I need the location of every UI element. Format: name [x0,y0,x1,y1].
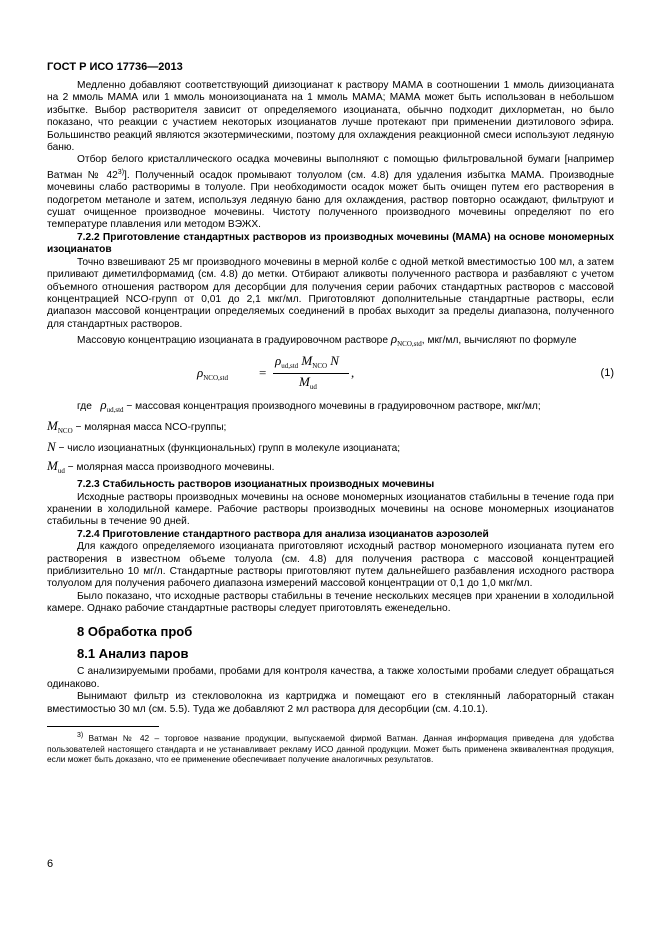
definition-rho: где $\rho_{ud,std}$ − массовая концентрация производного мочевины в градуировочном растворе, мкг/мл; [77,396,541,414]
paragraph: С анализируемыми пробами, пробами для контроля качества, а также холостыми пробами следует обращаться одинаково. [47,666,614,690]
footnote-divider [47,726,159,727]
paragraph-text: ]. Полученный осадок промывают толуолом (см. 4.8) для удаления избытка МАМА. Производные мочевины слабо растворимы в толуоле. При необходимости осадок может быть очищен путем его растворения в подогретом метаноле и затем, используя ледяную баню для охлаждения, раствор повторно осаждают, фильтруют и сушат очищенное производное мочевины. Чистоту полученного производного мочевины определяют по его температуре плавления или методом ВЭЖХ. [47,169,614,231]
rho-symbol: ρ [390,331,398,347]
formula-denominator: $M_{ud}$ [299,373,317,391]
section-heading-8: 8 Обработка проб [77,623,193,639]
paragraph: Вынимают фильтр из стекловолокна из картриджа и помещают его в стеклянный лабораторный стакан вместимостью 30 мл (см. 5.5). Туда же добавляют 2 мл раствора для десорбции (см. 4.10.1). [47,691,614,715]
section-heading-7-2-3: 7.2.3 Стабильность растворов изоцианатных производных мочевины [77,479,435,491]
formula-numerator: $\rho_{ud,std}$ $M_{NCO}$ N [275,352,339,370]
section-heading-7-2-2: 7.2.2 Приготовление стандартных растворов из производных мочевины (МАМА) на основе мономерных изоцианатов [47,231,614,256]
paragraph-text: Отбор белого кристаллического осадка мочевины выполняют с помощью фильтровальной бумаги [например Ватман № 42 [47,154,614,181]
formula-number: (1) [600,366,614,379]
fraction-bar [273,373,349,374]
formula-equals: = [259,364,267,380]
definition-m-nco: $M_{NCO}$ − молярная масса NCO-группы; [47,417,227,435]
paragraph [47,154,614,231]
page-number: 6 [47,858,54,870]
formula-1 [47,352,614,397]
definition-n: N − число изоцианатных (функциональных) групп в молекуле изоцианата; [47,439,401,455]
subscript: NCO,std [397,340,422,349]
section-heading-8-1: 8.1 Анализ паров [77,646,189,662]
paragraph-text: , мкг/мл, вычисляют по формуле [421,335,577,347]
footnote: $^{3)}$ Ватман № 42 – торговое название продукции, выпускаемой фирмой Ватман. Данная информация приведена для удобства пользователей настоящего стандарта и не устанавливает рекламу ИСО данной продукции. Может быть применена эквивалентная продукция, если может быть доказано, что ее применение обеспечивает получение аналогичных результатов. [47,732,614,765]
document-body [47,80,614,765]
formula-comma: , [351,364,355,380]
paragraph-text: Массовую концентрацию изоцианата в градуировочном растворе [77,335,388,347]
paragraph [47,333,614,350]
paragraph: Исходные растворы производных мочевины на основе мономерных изоцианатов стабильны в течение года при хранении в холодильной камере. Рабочие растворы производных мочевины на основе мономерных изоцианатов стабильны в течение 90 дней. [47,491,614,528]
footnote-ref: 3) [117,168,125,176]
paragraph: Было показано, что исходные растворы стабильны в течение нескольких месяцев при хранении в холодильной камере. Однако рабочие стандартные растворы следует приготовлять еженедельно. [47,590,614,615]
document-header: ГОСТ Р ИСО 17736—2013 [47,61,183,73]
definition-m-ud: $M_{ud}$ − молярная масса производного мочевины. [47,457,275,475]
formula-lhs: $\rho_{NCO,std}$ [197,364,228,382]
section-heading-7-2-4: 7.2.4 Приготовление стандартного раствора для анализа изоцианатов аэрозолей [77,528,489,540]
paragraph: Для каждого определяемого изоцианата приготовляют исходный раствор мономерного изоцианата путем его растворения в известном объеме толуола (см. 4.8) для получения раствора с массовой концентрацией приблизительно 10 мг/л. Стандартные растворы приготовляют путем дальнейшего разбавления исходного раствора толуолом для получения рабочего диапазона измерений массовой концентрации от 0,1 до 1,0 мкг/мл. [47,541,614,590]
paragraph: Точно взвешивают 25 мг производного мочевины в мерной колбе с одной меткой вместимостью 100 мл, а затем приливают диметилформамид (см. 4.8) до метки. Отбирают аликвоты полученного раствора и разбавляют с учетом объемного отношения раствором для десорбции для получения серии рабочих стандартных растворов с массовой концентрацией NCO-групп от 0,01 до 2,1 мкг/мл. Приготовляют дополнительные стандартные растворы, если диапазон массовой концентрации определяемых соединений в пробах выходит за пределы диапазона, полученного для стандартных растворов. [47,256,614,330]
paragraph: Медленно добавляют соответствующий диизоцианат к раствору МАМА в соотношении 1 ммоль диизоцианата на 2 ммоль МАМА или 1 ммоль моноизоцианата на 1 ммоль МАМА; МАМА может быть использован в небольшом избытке. Выбор растворителя зависит от определяемого изоцианата, обычно подходит дихлорметан, но было показано, что реакции с участием некоторых изоцианатов лучше протекают при применении диэтилового эфира. Большинство реакций являются экзотермическими, поэтому для охлаждения реакционной смеси используют ледяную баню. [47,80,614,154]
